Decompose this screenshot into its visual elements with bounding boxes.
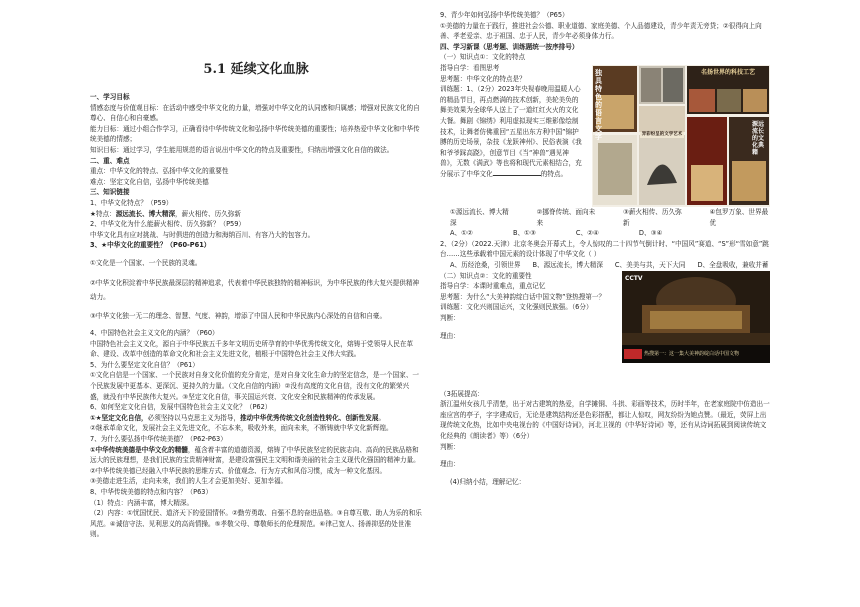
question-4: 4、中国特色社会主义文化的内涵？（P60） xyxy=(90,329,219,338)
question-3: 3、★中华文化的重要性？（P60-P61） xyxy=(90,241,211,250)
t1-choice-c[interactable]: C、②④ xyxy=(575,229,599,238)
answer-1-bold: 源远流长、博大精深 xyxy=(115,209,176,218)
knowledge-1-block xyxy=(440,63,770,207)
question-6: 6、如何坚定文化自信，发展中国特色社会主义文化？（P62） xyxy=(90,403,272,412)
train-2b: 训练题：文化兴则国运兴，文化强则民族强。（6分） xyxy=(440,303,593,312)
t1-choice-d[interactable]: D、③④ xyxy=(638,229,663,238)
answer-6-1-label: ①★坚定文化自信， xyxy=(90,413,148,422)
t1-choice-a[interactable]: A、①② xyxy=(450,229,473,238)
think-1: 思考题：中华文化的特点是？ xyxy=(440,74,526,83)
t1-opt-2: ②挪脊传统、面向未来 xyxy=(536,207,596,227)
answer-5: ①文化自信是一个国家、一个民族对自身文化价值的充分肯定，是对自身文化生命力的坚定信念，是一个国家、一个民族发展中更基本、更深沉、更持久的力量。（文化自信的内涵）②没有高度的文化自信，没有文化的繁荣兴盛，就没有中华民族伟大复兴。③坚定文化自信，事关国运兴衰、文化安全和民族精神的传承发展。 xyxy=(90,371,420,401)
answer-6-1-end: 。 xyxy=(378,413,386,422)
collage-title: 独具特色的语言文字 xyxy=(595,67,602,141)
answer-4: 中国特色社会主义文化，源自于中华民族五千多年文明历史所孕育的中华优秀传统文化，熔铸于党领导人民在革命、建设、改革中创造的革命文化和社会主义先进文化，植根于中国特色社会主义伟大实践。 xyxy=(90,339,414,359)
t2-opt-c[interactable]: C、美美与共，天下大同 xyxy=(614,260,686,269)
knowledge-point-2: （二）知识点②：文化的重要性 xyxy=(440,271,532,280)
guide-1: 指导自学：看图思考 xyxy=(440,63,500,72)
answer-6-2: ②继承革命文化，发展社会主义先进文化，不忘本来，吸收外来，面向未来，不断铸就中华文化新辉煌。 xyxy=(90,424,393,433)
answer-8-2: （2）内容：①忧国忧民、道济天下的爱国情怀。②勤劳勇敢、自强不息的奋进品格。③自尊互敬、助人为乐的和乐风范。④诚信守法、见利思义的高尚情操。⑤孝敬父母、尊敬师长的伦理规范。⑥律己宽人、扬善抑恶的处世准则。 xyxy=(90,509,422,539)
train-2: 2、（2分）（2022.天津）北京冬奥会开幕式上，令人惊叹的二十四节气倒计时、“中国风”赛道、“S”形“雪如意”跳台……这些承载着中国元素的设计体现了中华文化（ ） xyxy=(440,239,769,259)
t1-choice-b[interactable]: B、①③ xyxy=(512,229,536,238)
answer-2: 中华文化具有应对挑战、与时俱进的创造力和海纳百川、有容乃大的包容力。 xyxy=(90,230,315,239)
section-heading-key: 二、重、难点 xyxy=(90,156,130,165)
reason-label: 理由： xyxy=(440,331,460,340)
train-1 xyxy=(440,84,584,179)
judge-label: 判断： xyxy=(440,313,460,322)
t1-opt-1: ①源远流长、博大精深 xyxy=(450,207,509,227)
section-heading-links: 三、知识链接 xyxy=(90,188,130,197)
train-2-options xyxy=(440,260,770,271)
train-1-text: 训练题：1、（2分）2023年央视春晚用温暖人心的精品节目，再点燃满的技术创新，美轮美奂的舞美效果为全球华人送上了一道红红火火的文化大餐。舞剧《锦绣》利用虚拟现实三维影像绘制技术，让舞者仿佛重回“五星出东方利中国”锦护膊的历史场景，杂技《龙跃神州》、民俗表演《我和爷爷踩高跷》，创意节目《当“神兽”遇见神兽》，无数《满武》等也将和现代元素相结合，充分展示了中华文化 xyxy=(440,85,582,178)
t2-opt-d[interactable]: D、全盘吸收，兼收并蓄 xyxy=(697,260,769,269)
answer-3-1: ①文化是一个国家、一个民族的灵魂。 xyxy=(90,258,202,267)
cctv-logo: CCTV xyxy=(625,274,643,282)
question-9: 9、青少年如何弘扬中华传统美德？（P65） xyxy=(440,11,569,19)
culture-collage-image xyxy=(592,65,770,207)
answer-1 xyxy=(90,209,422,220)
answer-8-1: （1）特点：内涵丰富，博大精深。 xyxy=(90,498,194,507)
key-point: 重点：中华文化的特点、弘扬中华文化的重要性 xyxy=(90,167,229,176)
left-column xyxy=(90,0,422,540)
knowledge-point-1: （一）知识点①：文化的特点 xyxy=(440,53,526,62)
right-column xyxy=(440,10,770,487)
goal-3: 知识目标：通过学习，学生能用规范的语言说出中华文化的特点及重要性，归纳出增强文化自信的做法。 xyxy=(90,145,394,154)
answer-7-2: ②中华传统美德已经融入中华民族的思维方式、价值观念、行为方式和风俗习惯，成为一种文化基因。 xyxy=(90,466,387,475)
knowledge-2-block xyxy=(440,271,770,363)
train-1-options xyxy=(440,207,770,228)
extension-text: 浙江温州女孩几乎清楚，出于对古建筑的热爱，自学摊铜、斗拱、彩画等技术，历时半年，在老家庭院中仿造出一座应宫的亭子，字字建成后，无论是建筑结构还是色彩搭配，都让人惊叹，网友纷纷为她点赞。（最近，荧屏上出现传统文化热，比如中央电视台的《中国好诗词》，河北卫视的《中华好诗词》等，还有从诗词拓展到阅读传统文化经典的《朗读者》等）（6分） xyxy=(440,400,770,440)
t1-opt-4: ④包罗万象、世界最优 xyxy=(709,207,769,227)
answer-6-1-mid: 必须坚持以马克思主义为指导， xyxy=(147,413,240,422)
museum-screen-image xyxy=(622,271,770,363)
answer-6-1-bold: 推动中华优秀传统文化创造性转化、创新性发展 xyxy=(239,413,379,422)
hard-point: 难点：坚定文化自信，弘扬中华传统美德 xyxy=(90,177,209,186)
answer-1-rest: ，薪火相传、历久弥新 xyxy=(175,209,241,218)
extension-heading: （3拓展提高： xyxy=(440,389,484,398)
train-1-choices xyxy=(440,228,770,239)
collage-tag-2: 源远流长的文化典籍 xyxy=(752,120,765,156)
answer-7-3: ③美德走进生活，走向未来，我们的人生才会更加美好、更加幸福。 xyxy=(90,477,288,486)
section-heading-goals: 一、学习目标 xyxy=(90,93,130,101)
judge-label-2: 判断： xyxy=(440,442,460,451)
answer-3-3: ③中华文化独一无二的理念、智慧、气度、神韵，增添了中国人民和中华民族内心深处的自信和自豪。 xyxy=(90,311,387,320)
question-2: 2、中华文化为什么能薪火相传、历久弥新？（P59） xyxy=(90,220,246,229)
collage-sub: 异彩纷呈的文学艺术 xyxy=(641,131,683,137)
question-1: 1、中华文化特点？（P59） xyxy=(90,198,173,207)
reason-label-2: 理由： xyxy=(440,460,460,469)
answer-7-1 xyxy=(90,445,422,466)
lesson-title: 5.1 延续文化血脉 xyxy=(203,62,309,77)
answer-blank[interactable] xyxy=(493,175,541,176)
goal-2: 能力目标：通过小组合作学习，正确看待中华传统文化和弘扬中华传统美德的重要性；培养热爱中华文化和中华传统美德的情感； xyxy=(90,124,420,144)
section-heading-new-lesson: 四、学习新课（思考题、训练题统一按序排号） xyxy=(440,42,579,51)
museum-caption: 热搜第一：这一集大美神韵绽白话中国文物 xyxy=(644,350,740,357)
answer-7-1-bold: ①中华传统美德是中华文化的精髓 xyxy=(90,445,188,454)
think-2: 思考题：为什么“大美神韵绽白话中国文物”登热搜第一？ xyxy=(440,292,606,301)
question-5: 5、为什么要坚定文化自信？（P61） xyxy=(90,360,199,369)
question-7: 7、为什么要弘扬中华传统美德？（P62-P63） xyxy=(90,435,227,444)
t2-opt-b[interactable]: B、源远流长，博大精深 xyxy=(532,260,603,269)
guide-2: 指导自学：本课时重难点，重点记忆 xyxy=(440,282,546,291)
answer-1-label: ★特点： xyxy=(90,209,116,218)
answer-3-2: ②中华文化积淀着中华民族最深层的精神追求，代表着中华民族独特的精神标识，为中华民族的伟大复兴提供精神动力。 xyxy=(90,278,420,301)
answer-7-1-rest: ，蕴含着丰富的道德资源，熔铸了中华民族坚定的民族志向、高尚的民族品格和远大的民族理想，是我们民族的宝贵精神财富，是建设富强民主文明和谐美丽的社会主义现代化强国的精神力量。 xyxy=(90,445,420,465)
t1-opt-3: ③薪火相传、历久弥新 xyxy=(623,207,682,227)
question-8: 8、中华传统美德的特点和内容？（P63） xyxy=(90,488,213,496)
answer-9: ①美德的力量在于践行，推进社会公德、职业道德、家庭美德、个人品德建设，青少年责无旁贷；②很得向上向善、孝老爱亲、忠于祖国、忠于人民，青少年必须身体力行。 xyxy=(440,21,762,41)
goal-1: 情感态度与价值观目标：在活动中感受中华文化的力量，增强对中华文化的认同感和归属感；增强对民族文化的自尊心、自信心和自豪感。 xyxy=(90,103,420,123)
t2-opt-a[interactable]: A、历经沧桑，引领世界 xyxy=(450,260,521,269)
train-1-end: 的特点。 xyxy=(540,169,568,178)
collage-tag-1: 名扬世界的科技工艺 xyxy=(700,68,755,76)
answer-6-1 xyxy=(90,413,422,424)
summary-label: (4)归纳小结，理解记忆： xyxy=(450,477,526,486)
